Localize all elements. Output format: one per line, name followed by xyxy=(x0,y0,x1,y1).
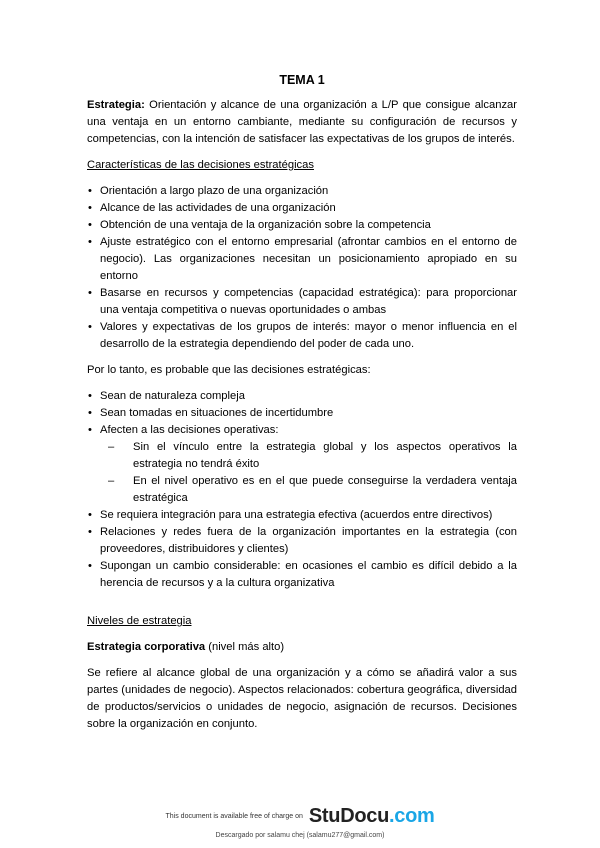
sublist-item: – Sin el vínculo entre la estrategia global y los aspectos operativos la estrategia no tendrá éxito xyxy=(100,439,517,473)
list-item: • Supongan un cambio considerable: en ocasiones el cambio es difícil debido a la herencia de recursos y a la cultura organizativa xyxy=(87,558,517,592)
decisions-intro: Por lo tanto, es probable que las decisiones estratégicas: xyxy=(87,364,371,376)
list-item xyxy=(87,422,517,507)
list-item-text: Afecten a las decisiones operativas: xyxy=(100,424,279,436)
corporate-strategy-heading: Estrategia corporativa (nivel más alto) xyxy=(87,641,285,653)
sublist-item: – En el nivel operativo es en el que puede conseguirse la verdadera ventaja estratégica xyxy=(100,473,517,507)
definition-text: Orientación y alcance de una organización a L/P que consigue alcanzar una ventaja en un entorno cambiante, mediante su configuración de recursos y competencias, con la intención de satisfacer las expectativas de los grupos de interés. xyxy=(87,99,517,145)
availability-text: This document is available free of charge on xyxy=(165,812,303,820)
list-item: • Valores y expectativas de los grupos de interés: mayor o menor influencia en el desarrollo de la estrategia dependiendo del poder de cada uno. xyxy=(87,319,517,353)
list-item: • Alcance de las actividades de una organización xyxy=(87,200,517,217)
definition-paragraph xyxy=(87,97,517,148)
list-item: • Ajuste estratégico con el entorno empresarial (afrontar cambios en el entorno de negocio). Las organizaciones necesitan un posicionamiento apropiado en su entorno xyxy=(87,234,517,285)
decisions-list xyxy=(87,388,517,592)
list-item: • Sean tomadas en situaciones de incertidumbre xyxy=(87,405,517,422)
section-heading-levels: Niveles de estrategia xyxy=(87,615,192,627)
list-item: • Orientación a largo plazo de una organización xyxy=(87,183,517,200)
list-item: • Se requiera integración para una estrategia efectiva (acuerdos entre directivos) xyxy=(87,507,517,524)
section-heading-characteristics: Características de las decisiones estratégicas xyxy=(87,159,314,171)
definition-term: Estrategia: xyxy=(87,99,145,111)
studocu-logo[interactable]: StuDocu.com xyxy=(308,804,435,827)
document-page xyxy=(87,72,517,742)
studocu-banner[interactable] xyxy=(0,804,600,828)
download-credit: Descargado por salamu chej (salamu277@gmail.com) xyxy=(215,832,385,839)
document-title: TEMA 1 xyxy=(279,73,325,87)
list-item: • Basarse en recursos y competencias (capacidad estratégica): para proporcionar una ventaja competitiva o nuevas oportunidades o ambas xyxy=(87,285,517,319)
list-item: • Relaciones y redes fuera de la organización importantes en la estrategia (con proveedores, distribuidores y clientes) xyxy=(87,524,517,558)
characteristics-list xyxy=(87,183,517,353)
operative-sublist xyxy=(100,439,517,507)
corporate-strategy-paragraph: Se refiere al alcance global de una organización y a cómo se añadirá valor a sus partes (unidades de negocio). Aspectos relacionados: cobertura geográfica, diversidad de productos/servicios o unidades de negocio, asignación de recursos. Decisiones sobre la organización en conjunto. xyxy=(87,667,517,730)
list-item: • Obtención de una ventaja de la organización sobre la competencia xyxy=(87,217,517,234)
spacer xyxy=(87,601,517,613)
list-item: • Sean de naturaleza compleja xyxy=(87,388,517,405)
